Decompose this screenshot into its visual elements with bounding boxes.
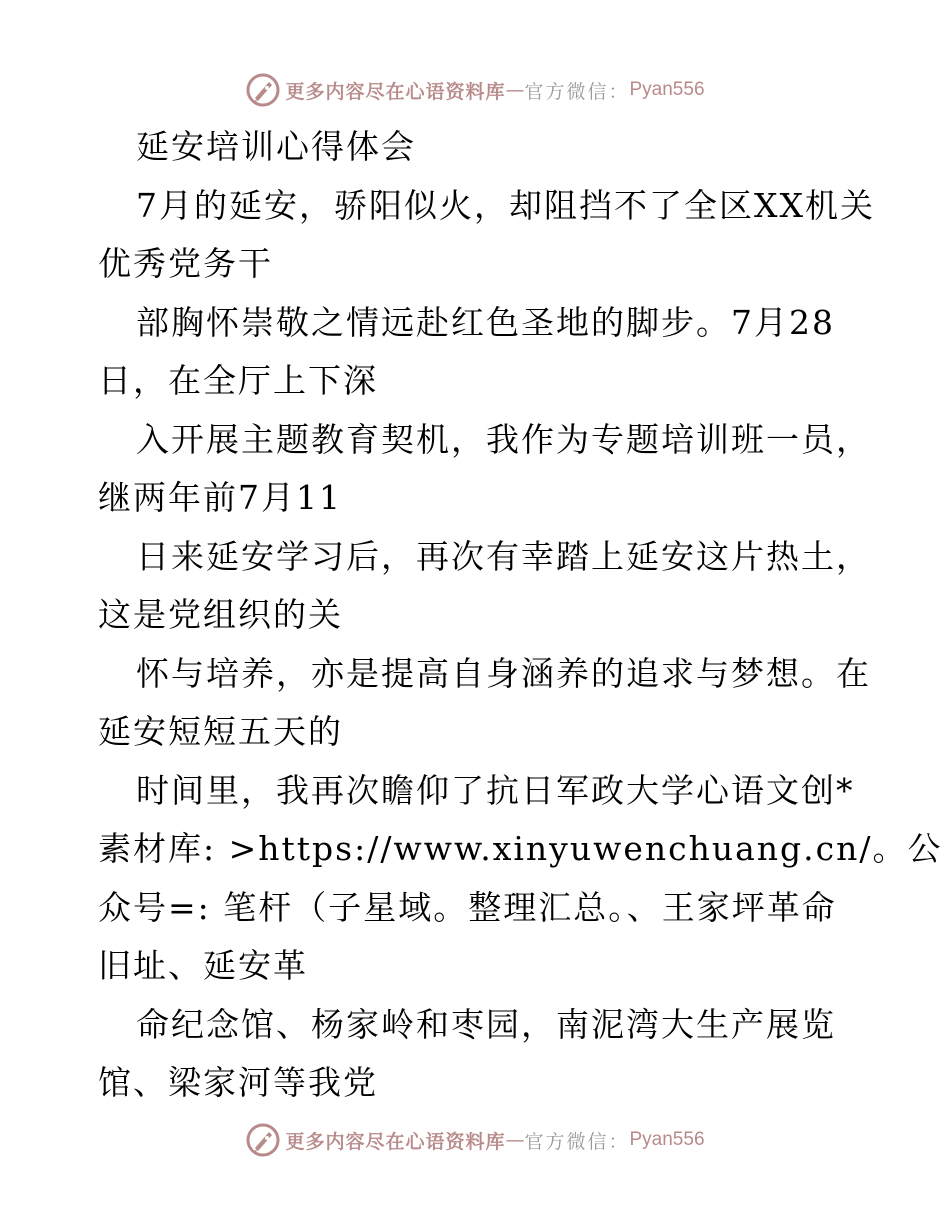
document-line: 怀与培养，亦是提高自身涵养的追求与梦想。在 [136, 653, 871, 693]
document-body [98, 118, 943, 1113]
banner-text: 更多内容尽在心语资料库 [285, 1130, 506, 1153]
banner-wechat-id: Pyan556 [629, 79, 705, 100]
banner-wechat-id: Pyan556 [629, 1129, 705, 1150]
document-line: 时间里，我再次瞻仰了抗日军政大学心语文创* [136, 770, 855, 810]
document-line: 入开展主题教育契机，我作为专题培训班一员， [136, 419, 871, 459]
document-title: 延安培训心得体会 [136, 127, 416, 166]
banner-contact-label: 官方微信： [524, 80, 630, 103]
banner-contact-label: 官方微信： [524, 1130, 630, 1153]
document-line: 馆、梁家河等我党 [98, 1063, 378, 1102]
document-line: 部胸怀崇敬之情远赴红色圣地的脚步。7月28 [136, 302, 835, 342]
document-line: 7月的延安，骄阳似火，却阻挡不了全区XX机关 [136, 185, 875, 225]
quill-pen-logo-icon [245, 72, 281, 108]
footer-watermark-banner [0, 1120, 950, 1160]
document-line: 命纪念馆、杨家岭和枣园，南泥湾大生产展览 [136, 1004, 836, 1044]
document-line: 继两年前7月11 [98, 478, 342, 517]
quill-pen-logo-icon [245, 1122, 281, 1158]
document-line: 日，在全厅上下深 [98, 361, 378, 400]
document-line: 旧址、延安革 [98, 946, 308, 985]
document-line: 素材库: >https://www.xinyuwenchuang.cn/。公 [98, 829, 943, 868]
document-line: 众号=: 笔杆（子星域。整理汇总。、王家坪革命 [98, 887, 837, 927]
document-line: 延安短短五天的 [98, 712, 343, 751]
banner-separator: — [505, 79, 525, 101]
document-line: 这是党组织的关 [98, 595, 343, 634]
document-line: 日来延安学习后，再次有幸踏上延安这片热土， [136, 536, 871, 576]
footer-banner-content [245, 1122, 704, 1158]
header-watermark-banner [0, 70, 950, 110]
document-line: 优秀党务干 [98, 244, 273, 283]
banner-text: 更多内容尽在心语资料库 [285, 80, 506, 103]
header-banner-content [245, 72, 704, 108]
banner-separator: — [505, 1129, 525, 1151]
